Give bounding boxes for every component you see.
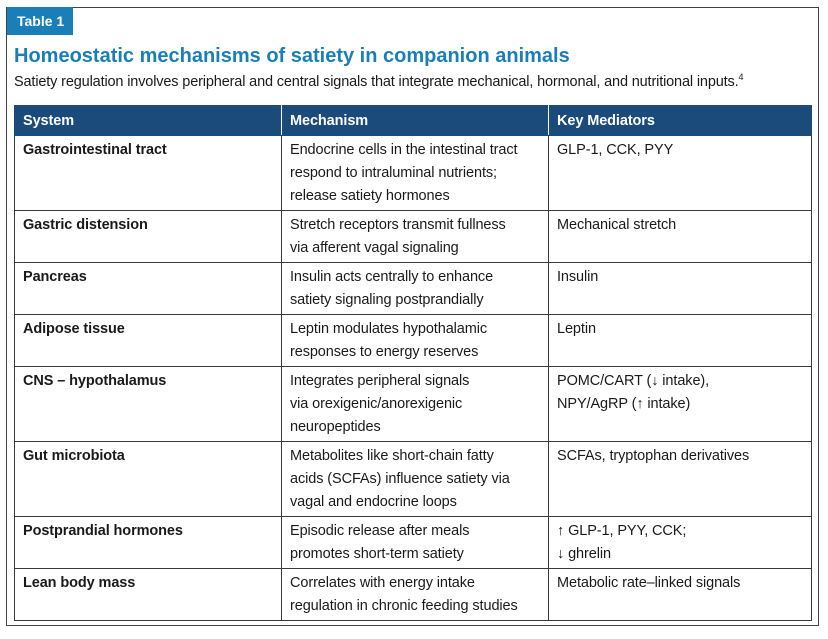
table-row (15, 569, 812, 621)
mechanism-line: Stretch receptors transmit fullness (290, 217, 506, 233)
mediator-line: SCFAs, tryptophan derivatives (557, 448, 750, 464)
mechanism-line: promotes short-term satiety (290, 546, 464, 562)
mechanism-line: vagal and endocrine loops (290, 494, 457, 510)
key-mediators-cell (549, 263, 812, 315)
table-label-badge: Table 1 (7, 7, 73, 35)
mechanism-line: Integrates peripheral signals (290, 373, 470, 389)
mechanism-line: Leptin modulates hypothalamic (290, 321, 487, 337)
mechanism-cell (282, 569, 549, 621)
key-mediators-cell (549, 367, 812, 442)
table-title: Homeostatic mechanisms of satiety in companion animals (14, 45, 570, 67)
system-cell: Gastric distension (15, 211, 282, 263)
mediator-line: POMC/CART (↓ intake), (557, 373, 710, 389)
mediator-line: ↑ GLP-1, PYY, CCK; (557, 523, 687, 539)
mechanism-line: Correlates with energy intake (290, 575, 475, 591)
mechanism-line: responses to energy reserves (290, 344, 479, 360)
key-mediators-cell (549, 442, 812, 517)
table-row (15, 517, 812, 569)
mechanism-cell (282, 315, 549, 367)
system-cell: Adipose tissue (15, 315, 282, 367)
column-header-mechanism: Mechanism (282, 106, 549, 136)
key-mediators-cell (549, 517, 812, 569)
mechanism-cell (282, 211, 549, 263)
mediator-line: GLP-1, CCK, PYY (557, 142, 674, 158)
mechanism-cell (282, 517, 549, 569)
satiety-mechanisms-table (14, 105, 812, 621)
table-row (15, 211, 812, 263)
key-mediators-cell (549, 315, 812, 367)
column-header-key-mediators: Key Mediators (549, 106, 812, 136)
mechanism-line: via afferent vagal signaling (290, 240, 459, 256)
mediator-line: Mechanical stretch (557, 217, 677, 233)
mediator-line: Metabolic rate–linked signals (557, 575, 741, 591)
table-row (15, 136, 812, 211)
system-cell: Postprandial hormones (15, 517, 282, 569)
mechanism-line: Metabolites like short-chain fatty (290, 448, 494, 464)
key-mediators-cell (549, 211, 812, 263)
mechanism-line: neuropeptides (290, 419, 381, 435)
mechanism-line: via orexigenic/anorexigenic (290, 396, 463, 412)
mediator-line: Leptin (557, 321, 596, 337)
mechanism-line: acids (SCFAs) influence satiety via (290, 471, 510, 487)
table-row (15, 315, 812, 367)
system-cell: Gastrointestinal tract (15, 136, 282, 211)
mechanism-line: Insulin acts centrally to enhance (290, 269, 494, 285)
mechanism-line: release satiety hormones (290, 188, 450, 204)
key-mediators-cell (549, 569, 812, 621)
mediator-line: ↓ ghrelin (557, 546, 611, 562)
mechanism-line: regulation in chronic feeding studies (290, 598, 518, 614)
subtitle-text: Satiety regulation involves peripheral and central signals that integrate mechanical, hormonal, and nutritional inputs. (14, 73, 739, 90)
mechanism-cell (282, 263, 549, 315)
table-row (15, 263, 812, 315)
table-row (15, 442, 812, 517)
column-header-system: System (15, 106, 282, 136)
mechanism-line: Endocrine cells in the intestinal tract (290, 142, 518, 158)
mechanism-line: satiety signaling postprandially (290, 292, 484, 308)
subtitle-reference: 4 (738, 72, 744, 82)
mediator-line: NPY/AgRP (↑ intake) (557, 396, 691, 412)
system-cell: Gut microbiota (15, 442, 282, 517)
mechanism-cell (282, 367, 549, 442)
mechanism-line: respond to intraluminal nutrients; (290, 165, 497, 181)
mechanism-cell (282, 442, 549, 517)
system-cell: Pancreas (15, 263, 282, 315)
table-header-row (15, 106, 812, 136)
table-row (15, 367, 812, 442)
table-body (15, 136, 812, 621)
mechanism-cell (282, 136, 549, 211)
system-cell: Lean body mass (15, 569, 282, 621)
mediator-line: Insulin (557, 269, 599, 285)
table-subtitle (14, 72, 743, 90)
key-mediators-cell (549, 136, 812, 211)
mechanism-line: Episodic release after meals (290, 523, 470, 539)
system-cell: CNS – hypothalamus (15, 367, 282, 442)
